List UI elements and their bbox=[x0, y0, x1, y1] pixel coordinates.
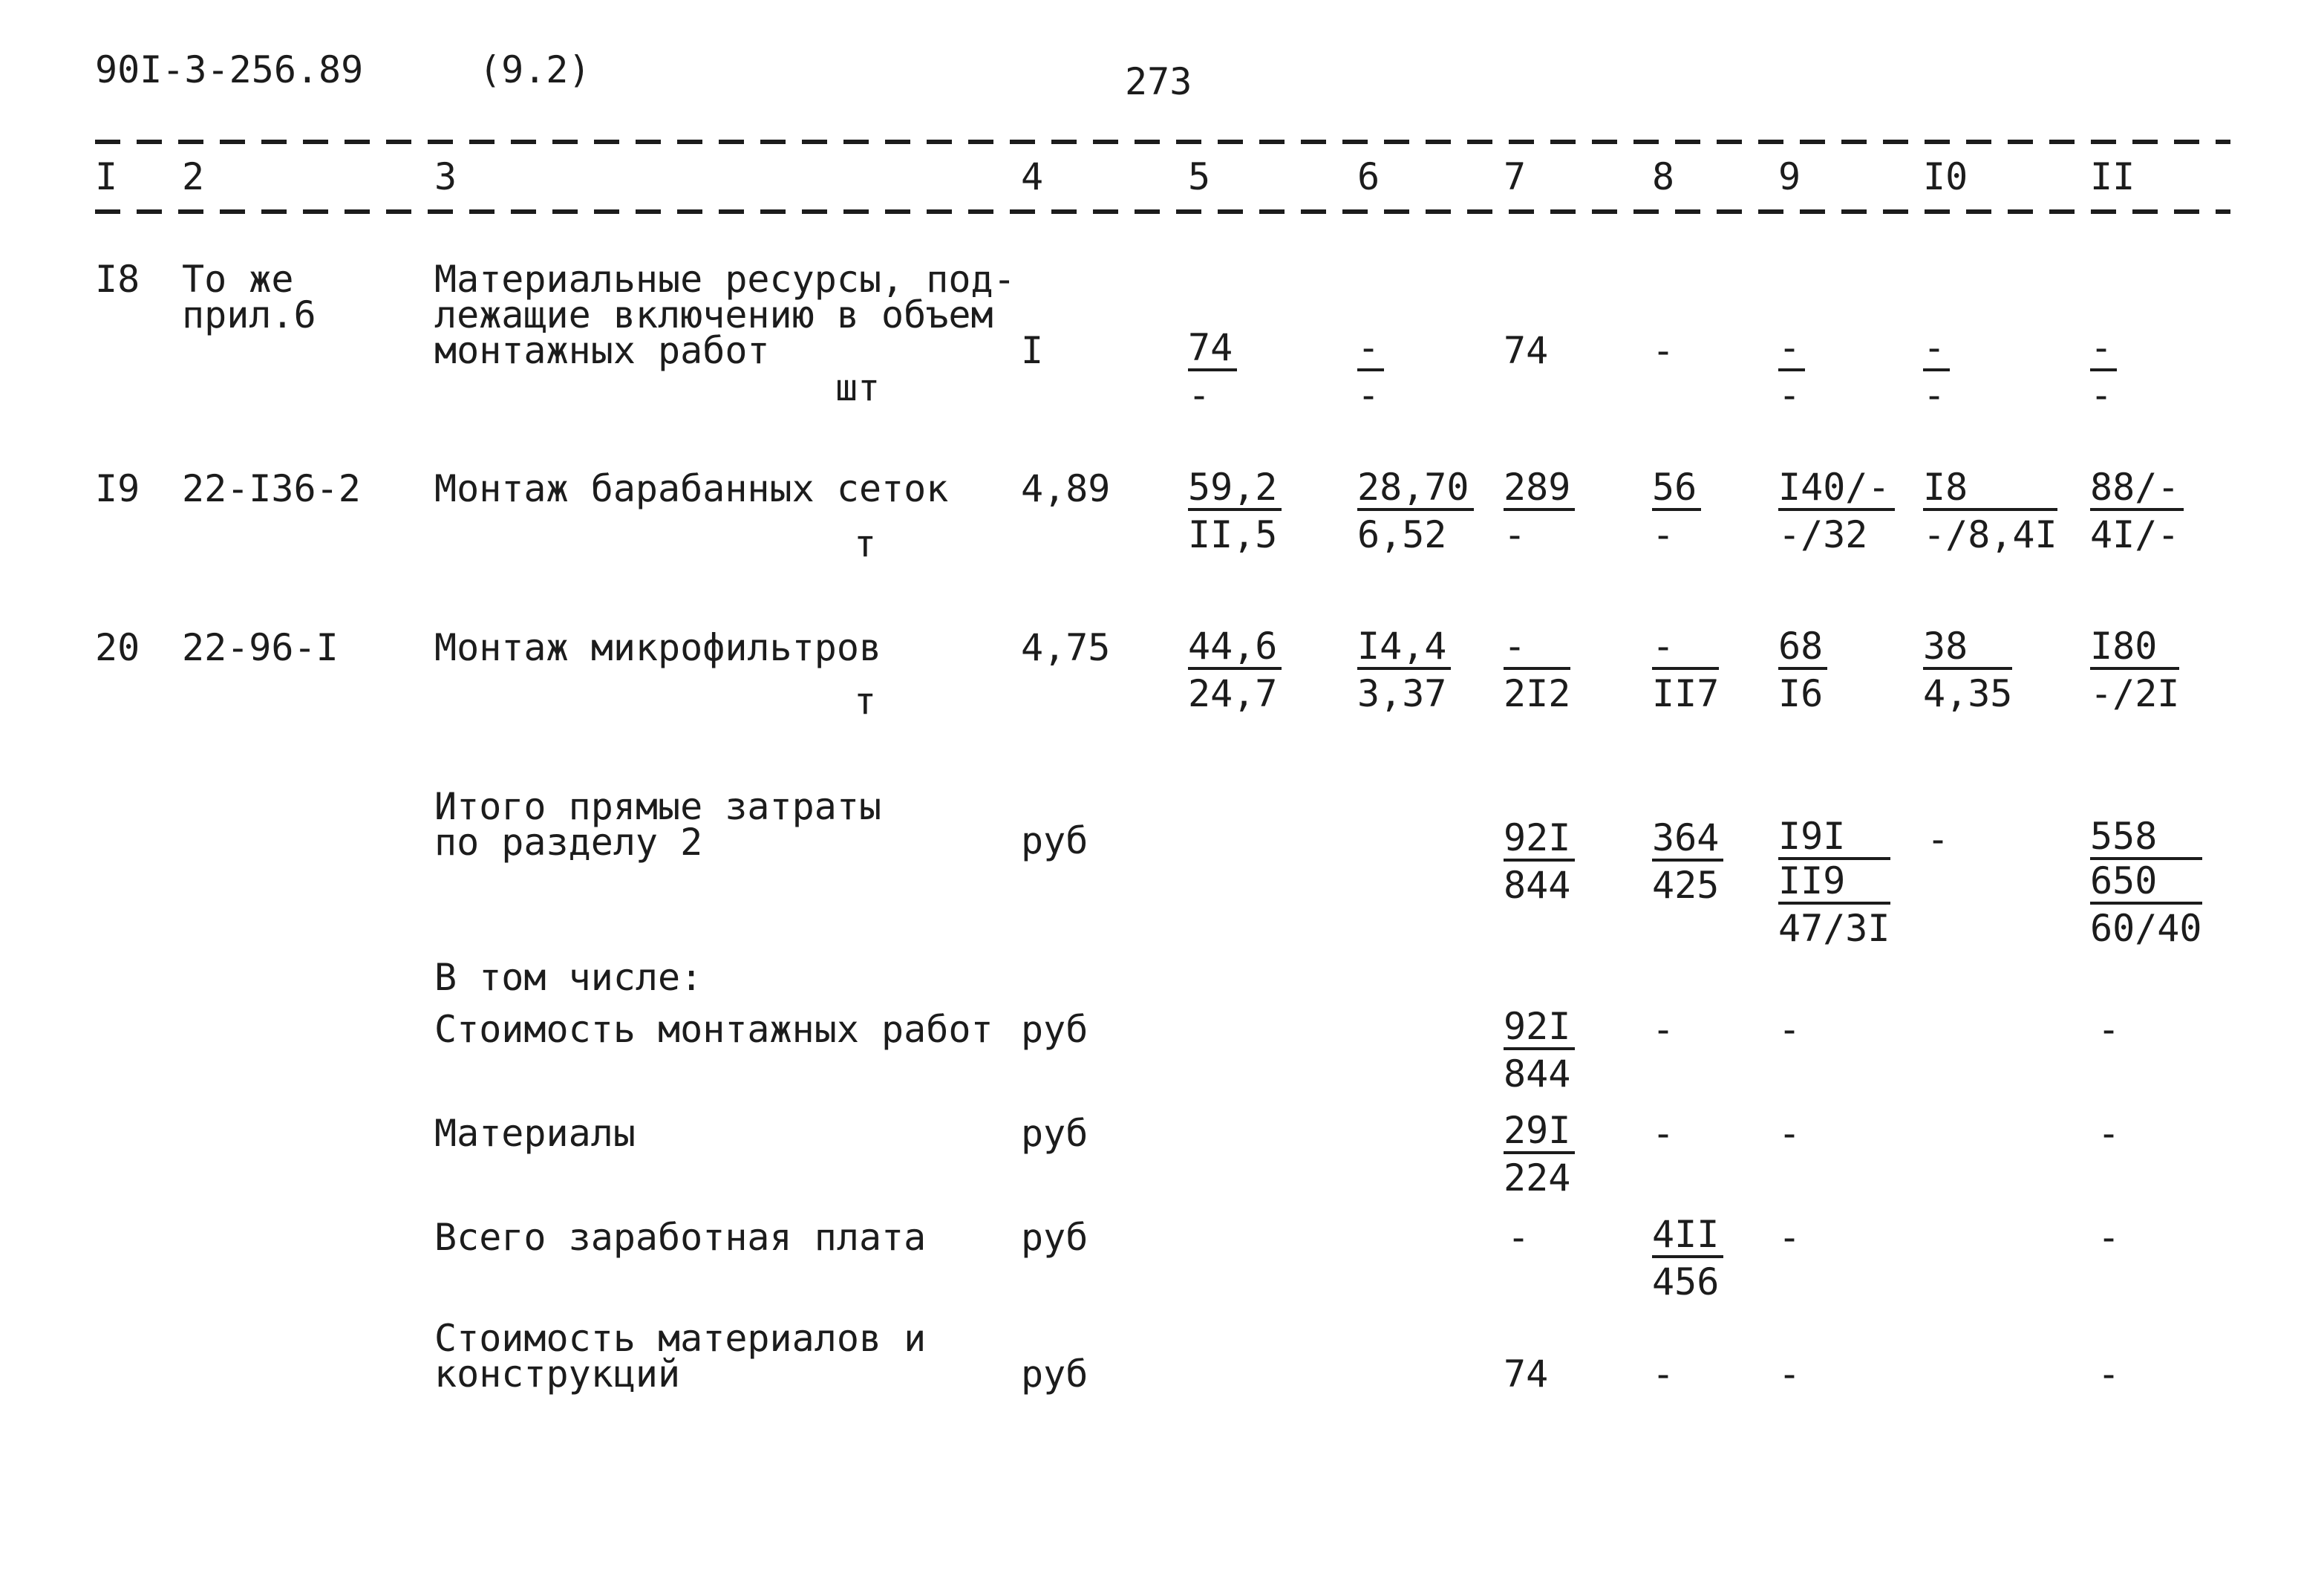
row18-col11 bbox=[2090, 326, 2117, 417]
col-header-1: I bbox=[95, 155, 118, 198]
document-code: 90I-3-256.89 bbox=[95, 48, 364, 91]
breakdown-col9: - bbox=[1778, 1216, 1801, 1259]
row18-col7: 74 bbox=[1504, 329, 1549, 372]
row18-qty: I bbox=[1021, 329, 1044, 372]
row19-col5-den: II,5 bbox=[1188, 513, 1278, 556]
row19-col7-num: 289 bbox=[1504, 468, 1575, 511]
row19-col7-den: - bbox=[1504, 513, 1527, 556]
row19-number: I9 bbox=[95, 467, 140, 510]
row20-col5-den: 24,7 bbox=[1188, 672, 1278, 715]
row18-code-line2: прил.6 bbox=[182, 293, 316, 336]
row18-unit: шт bbox=[835, 366, 881, 409]
row19-col11 bbox=[2090, 468, 2184, 554]
col-header-5: 5 bbox=[1188, 155, 1211, 198]
totals-label-line2: по разделу 2 bbox=[434, 821, 703, 864]
row19-col8 bbox=[1652, 468, 1701, 554]
totals-col9-den: 47/3I bbox=[1778, 907, 1890, 950]
col-header-8: 8 bbox=[1652, 155, 1675, 198]
row18-col5-num: 74 bbox=[1188, 328, 1237, 371]
section-number: (9.2) bbox=[479, 48, 591, 91]
row20-col8-num: - bbox=[1652, 627, 1719, 670]
row20-qty: 4,75 bbox=[1021, 626, 1111, 669]
row20-col7-num: - bbox=[1504, 627, 1570, 670]
breakdown-col7-num: 92I bbox=[1504, 1007, 1575, 1050]
row20-col11-num: I80 bbox=[2090, 627, 2179, 670]
col-header-2: 2 bbox=[182, 155, 205, 198]
col-header-11: II bbox=[2090, 155, 2135, 198]
row20-col10 bbox=[1923, 627, 2012, 713]
breakdown-col11: - bbox=[2098, 1216, 2121, 1259]
col-header-10: I0 bbox=[1923, 155, 1968, 198]
row18-col8: - bbox=[1652, 329, 1675, 372]
row20-number: 20 bbox=[95, 626, 140, 669]
row20-col11-den: -/2I bbox=[2090, 672, 2180, 715]
row19-col6-num: 28,70 bbox=[1357, 468, 1474, 511]
breakdown-col7: - bbox=[1507, 1216, 1530, 1259]
row20-name: Монтаж микрофильтров bbox=[434, 626, 882, 669]
breakdown-col11: - bbox=[2098, 1112, 2121, 1155]
totals-col7 bbox=[1504, 818, 1575, 905]
row19-unit: т bbox=[854, 522, 877, 565]
breakdown-label: Материалы bbox=[434, 1112, 636, 1155]
breakdown-col8 bbox=[1652, 1215, 1723, 1301]
row18-name-line2: лежащие включению в объем bbox=[434, 293, 993, 336]
breakdown-label: Всего заработная плата bbox=[434, 1216, 927, 1259]
row18-name-line1: Материальные ресурсы, под- bbox=[434, 258, 1016, 301]
row18-code-line1: То же bbox=[182, 258, 294, 301]
row18-col11-den: - bbox=[2090, 374, 2113, 417]
breakdown-unit: руб bbox=[1021, 1352, 1088, 1396]
row20-col11 bbox=[2090, 627, 2179, 713]
row19-col9-num: I40/- bbox=[1778, 468, 1895, 511]
breakdown-col7-num: 29I bbox=[1504, 1111, 1575, 1154]
row19-name: Монтаж барабанных сеток bbox=[434, 467, 949, 510]
row18-col9 bbox=[1778, 326, 1805, 417]
breakdown-col9: - bbox=[1778, 1112, 1801, 1155]
row20-col7 bbox=[1504, 627, 1570, 713]
totals-col11-mid: 650 bbox=[2090, 860, 2202, 905]
row19-col9-den: -/32 bbox=[1778, 513, 1868, 556]
header-bottom-rule bbox=[95, 209, 2230, 214]
row19-col9 bbox=[1778, 468, 1895, 554]
col-header-3: 3 bbox=[434, 155, 457, 198]
totals-col10: - bbox=[1927, 818, 1950, 861]
col-header-4: 4 bbox=[1021, 155, 1044, 198]
breakdown-col9: - bbox=[1778, 1352, 1801, 1396]
row18-number: I8 bbox=[95, 258, 140, 301]
breakdown-col8: - bbox=[1652, 1352, 1675, 1396]
row19-col8-num: 56 bbox=[1652, 468, 1701, 511]
row19-col11-num: 88/- bbox=[2090, 468, 2184, 511]
row20-col5-num: 44,6 bbox=[1188, 627, 1282, 670]
totals-label-line1: Итого прямые затраты bbox=[434, 785, 882, 828]
totals-col11-den: 60/40 bbox=[2090, 907, 2202, 950]
col-header-7: 7 bbox=[1504, 155, 1527, 198]
row18-col5 bbox=[1188, 326, 1237, 417]
breakdown-col11: - bbox=[2098, 1352, 2121, 1396]
totals-col7-den: 844 bbox=[1504, 864, 1571, 907]
row19-col10-num: I8 bbox=[1923, 468, 2057, 511]
row20-col9-num: 68 bbox=[1778, 627, 1827, 670]
breakdown-label: Стоимость монтажных работ bbox=[434, 1008, 993, 1051]
breakdown-col7-den: 844 bbox=[1504, 1052, 1571, 1095]
totals-col7-num: 92I bbox=[1504, 818, 1575, 862]
row20-code: 22-96-I bbox=[182, 626, 339, 669]
row19-col11-den: 4I/- bbox=[2090, 513, 2180, 556]
row19-col10 bbox=[1923, 468, 2057, 554]
totals-unit: руб bbox=[1021, 819, 1088, 862]
row18-col9-num: - bbox=[1778, 328, 1805, 371]
breakdown-col7: 74 bbox=[1504, 1352, 1549, 1396]
row20-col7-den: 2I2 bbox=[1504, 672, 1571, 715]
totals-col9-mid: II9 bbox=[1778, 860, 1890, 905]
row20-col8-den: II7 bbox=[1652, 672, 1720, 715]
row18-col9-den: - bbox=[1778, 374, 1801, 417]
row18-col10-num: - bbox=[1923, 328, 1950, 371]
row20-col6-den: 3,37 bbox=[1357, 672, 1447, 715]
row18-col10 bbox=[1923, 326, 1950, 417]
col-header-9: 9 bbox=[1778, 155, 1801, 198]
row20-col6-num: I4,4 bbox=[1357, 627, 1451, 670]
breakdown-unit: руб bbox=[1021, 1008, 1088, 1051]
row20-col6 bbox=[1357, 627, 1451, 713]
breakdown-col11: - bbox=[2098, 1008, 2121, 1051]
row19-col10-den: -/8,4I bbox=[1923, 513, 2057, 556]
row18-col11-num: - bbox=[2090, 328, 2117, 371]
row20-col9 bbox=[1778, 627, 1827, 713]
row20-col10-num: 38 bbox=[1923, 627, 2012, 670]
row20-col9-den: I6 bbox=[1778, 672, 1824, 715]
col-header-6: 6 bbox=[1357, 155, 1380, 198]
breakdown-label-line2: конструкций bbox=[434, 1352, 681, 1396]
breakdown-col8-num: 4II bbox=[1652, 1215, 1723, 1258]
breakdown-col8: - bbox=[1652, 1112, 1675, 1155]
row19-col5-num: 59,2 bbox=[1188, 468, 1282, 511]
row19-col6 bbox=[1357, 468, 1474, 554]
totals-col8 bbox=[1652, 818, 1723, 905]
row18-col6-den: - bbox=[1357, 374, 1380, 417]
row19-col5 bbox=[1188, 468, 1282, 554]
totals-col11-num: 558 bbox=[2090, 817, 2202, 860]
breakdown-col8: - bbox=[1652, 1008, 1675, 1051]
row20-col5 bbox=[1188, 627, 1282, 713]
header-top-rule bbox=[95, 140, 2230, 144]
page-number: 273 bbox=[1125, 60, 1192, 103]
row18-col6 bbox=[1357, 326, 1384, 417]
row19-col6-den: 6,52 bbox=[1357, 513, 1447, 556]
breakdown-label-line1: Стоимость материалов и bbox=[434, 1317, 927, 1360]
totals-col9 bbox=[1778, 817, 1890, 948]
row18-col10-den: - bbox=[1923, 374, 1946, 417]
totals-col11 bbox=[2090, 817, 2202, 948]
breakdown-unit: руб bbox=[1021, 1216, 1088, 1259]
breakdown-col9: - bbox=[1778, 1008, 1801, 1051]
breakdown-col8-den: 456 bbox=[1652, 1260, 1720, 1303]
row19-code: 22-I36-2 bbox=[182, 467, 361, 510]
row18-col6-num: - bbox=[1357, 328, 1384, 371]
row19-qty: 4,89 bbox=[1021, 467, 1111, 510]
breakdown-col7-den: 224 bbox=[1504, 1156, 1571, 1199]
totals-col8-num: 364 bbox=[1652, 818, 1723, 862]
breakdown-unit: руб bbox=[1021, 1112, 1088, 1155]
row18-col5-den: - bbox=[1188, 374, 1211, 417]
breakdown-col7 bbox=[1504, 1111, 1575, 1197]
totals-col8-den: 425 bbox=[1652, 864, 1720, 907]
row20-unit: т bbox=[854, 680, 877, 723]
row20-col8 bbox=[1652, 627, 1719, 713]
breakdown-col7 bbox=[1504, 1007, 1575, 1093]
row19-col8-den: - bbox=[1652, 513, 1675, 556]
including-label: В том числе: bbox=[434, 956, 703, 999]
row19-col7 bbox=[1504, 468, 1575, 554]
row18-name-line3: монтажных работ bbox=[434, 329, 770, 372]
totals-col9-num: I9I bbox=[1778, 817, 1890, 860]
row20-col10-den: 4,35 bbox=[1923, 672, 2013, 715]
